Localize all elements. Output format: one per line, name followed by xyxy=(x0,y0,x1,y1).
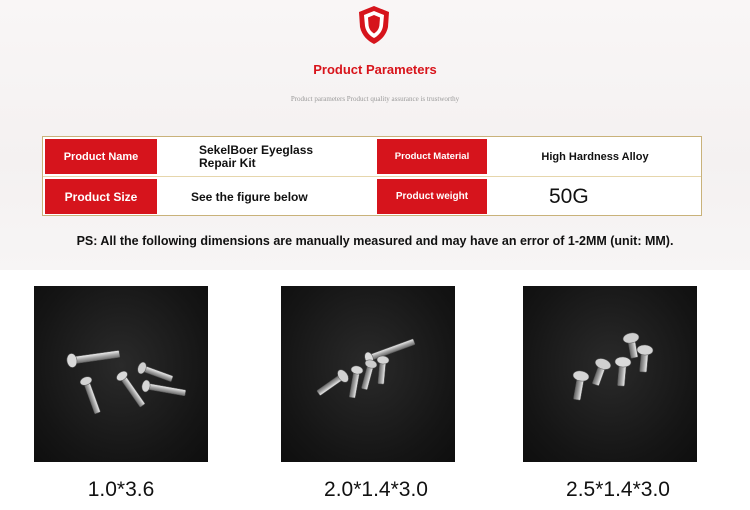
measurement-note: PS: All the following dimensions are manually measured and may have an error of 1-2MM (unit: MM). xyxy=(76,234,674,248)
product-material-value: High Hardness Alloy xyxy=(541,150,649,163)
screw-photo-3-image xyxy=(523,286,697,462)
product-size-label: Product Size xyxy=(45,179,157,214)
screw-photo-1-image xyxy=(34,286,208,462)
screw-photo-2 xyxy=(281,286,455,462)
shield-icon xyxy=(357,5,391,45)
screw-photo-2-image xyxy=(281,286,455,462)
screw-photo-1 xyxy=(34,286,208,462)
section-title: Product Parameters xyxy=(313,62,437,77)
screw-size-label-1: 1.0*3.6 xyxy=(87,478,155,501)
product-name-text: SekelBoer Eyeglass Repair Kit xyxy=(199,142,314,170)
parameters-table xyxy=(42,136,702,216)
product-name-label: Product Name xyxy=(45,139,157,174)
screw-size-label-3: 2.5*1.4*3.0 xyxy=(566,478,670,501)
product-size-value: See the figure below xyxy=(191,189,308,204)
row-divider xyxy=(43,176,701,177)
screw-size-label-2: 2.0*1.4*3.0 xyxy=(324,478,428,501)
section-subtitle: Product parameters Product quality assurance is trustworthy xyxy=(290,95,460,103)
product-material-label: Product Material xyxy=(377,139,487,174)
product-name-value xyxy=(199,139,369,174)
product-weight-value: 50G xyxy=(549,184,589,208)
screw-photo-3 xyxy=(523,286,697,462)
product-weight-label: Product weight xyxy=(377,179,487,214)
